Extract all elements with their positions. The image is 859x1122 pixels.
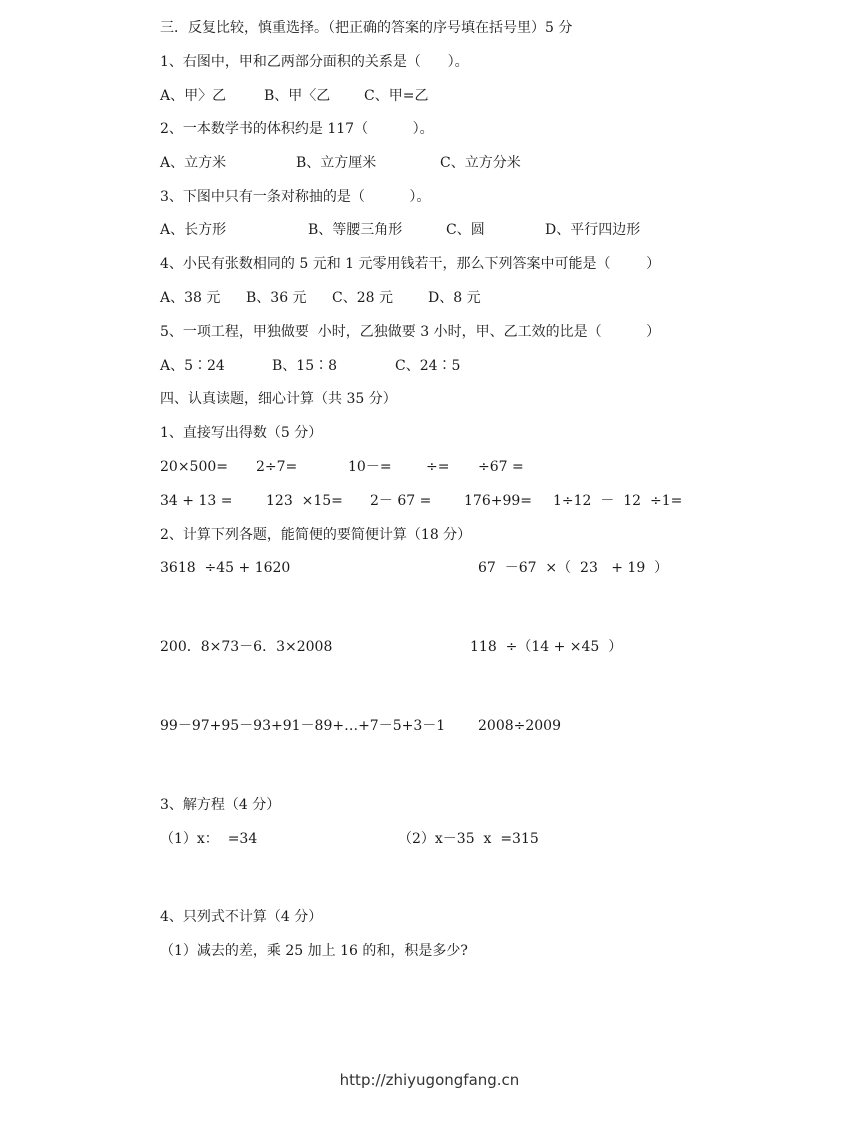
option-a: A、立方米: [160, 155, 227, 171]
option-a: A、5∶24: [160, 358, 225, 374]
option-c: C、圆: [446, 222, 485, 238]
calc-item: 200．8×73－6．3×2008: [160, 639, 333, 655]
math-item: 10－=: [348, 459, 392, 475]
equations-row: [160, 830, 539, 902]
equation-item: （2）x－35 x =315: [398, 831, 539, 847]
part2-title: 2、计算下列各题，能简便的要简便计算（18 分）: [160, 527, 472, 543]
footer-url: http://zhiyugongfang.cn: [339, 1071, 520, 1089]
option-c: C、立方分米: [440, 155, 521, 171]
section4-title: 四、认真读题，细心计算（共 35 分）: [160, 391, 397, 407]
question-3: 3、下图中只有一条对称抽的是（ ）。: [160, 189, 431, 205]
calc-item: 3618 ÷45 + 1620: [160, 560, 291, 576]
math-item: 1÷12 － 12 ÷1=: [553, 493, 683, 509]
calc-row-2: [160, 638, 623, 710]
math-item: ÷67 =: [478, 459, 524, 475]
option-d: D、平行四边形: [545, 222, 641, 238]
option-b: B、立方厘米: [296, 155, 377, 171]
question-4: 4、小民有张数相同的 5 元和 1 元零用钱若干，那么下列答案中可能是（ ）: [160, 256, 661, 272]
calc-item: 2008÷2009: [478, 718, 561, 734]
option-a: A、甲〉乙: [160, 88, 227, 104]
math-item: 123 ×15=: [266, 493, 343, 509]
option-c: C、28 元: [332, 290, 393, 306]
option-b: B、15∶8: [272, 358, 338, 374]
option-a: A、38 元: [160, 290, 221, 306]
part3-title: 3、解方程（4 分）: [160, 797, 281, 813]
calc-item: 118 ÷（14 + ×45 ）: [470, 639, 623, 655]
calc-row-3: [160, 717, 561, 789]
option-b: B、36 元: [246, 290, 307, 306]
calc-item: 67 －67 ×（ 23 + 19 ）: [478, 560, 669, 576]
question-1: 1、右图中，甲和乙两部分面积的关系是（ ）。: [160, 54, 469, 70]
word-problem-1: （1）减去的差，乘 25 加上 16 的和，积是多少?: [160, 943, 468, 959]
part1-title: 1、直接写出得数（5 分）: [160, 425, 323, 441]
question-5: 5、一项工程，甲独做要 小时，乙独做要 3 小时，甲、乙工效的比是（ ）: [160, 324, 661, 340]
math-item: 20×500=: [160, 459, 228, 475]
math-item: 2－ 67 =: [370, 493, 432, 509]
equation-item: （1）x： =34: [160, 831, 258, 847]
section3-title: 三．反复比较，慎重选择。（把正确的答案的序号填在括号里）5 分: [160, 20, 573, 36]
calc-item: 99－97+95－93+91－89+…+7－5+3－1: [160, 718, 446, 734]
math-item: ÷=: [426, 459, 450, 475]
question-2: 2、一本数学书的体积约是 117（ ）。: [160, 121, 434, 137]
math-item: 176+99=: [464, 493, 532, 509]
option-b: B、等腰三角形: [308, 222, 403, 238]
option-b: B、甲〈乙: [264, 88, 331, 104]
option-c: C、24∶5: [395, 358, 461, 374]
option-c: C、甲=乙: [364, 88, 429, 104]
option-d: D、8 元: [428, 290, 481, 306]
calc-row-1: [160, 559, 669, 631]
math-item: 34 + 13 =: [160, 493, 233, 509]
math-item: 2÷7=: [256, 459, 298, 475]
part4-title: 4、只列式不计算（4 分）: [160, 909, 323, 925]
option-a: A、长方形: [160, 222, 227, 238]
